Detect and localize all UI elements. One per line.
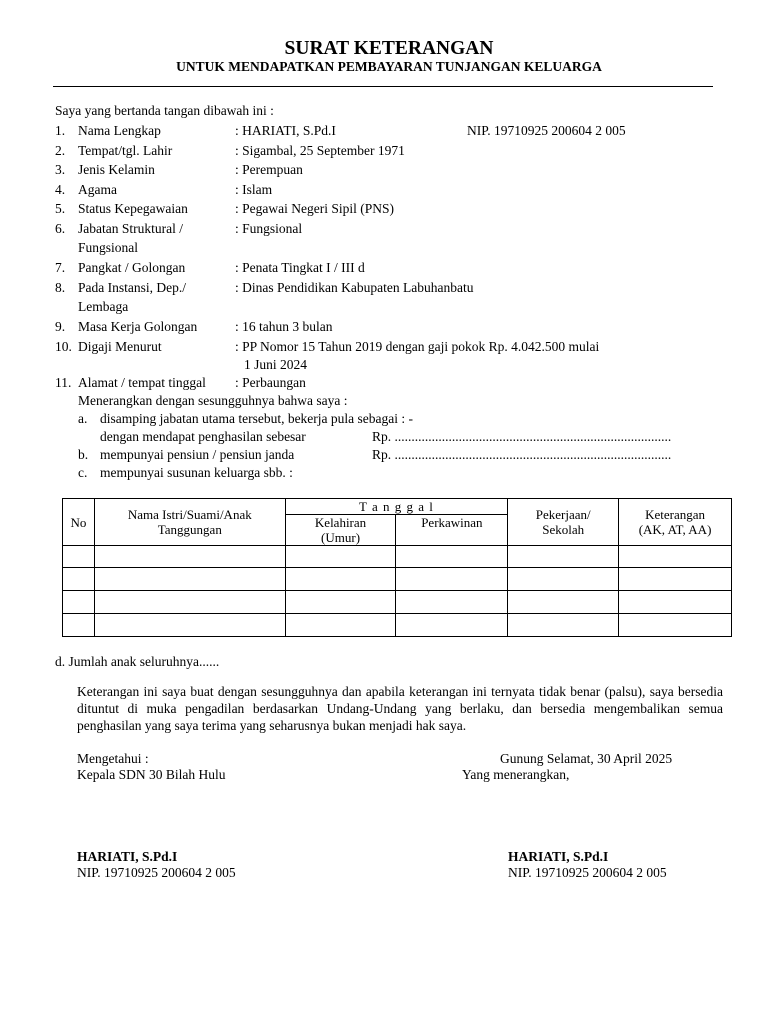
field-value-continued: 1 Juni 2024	[244, 357, 308, 372]
field-number: 8.	[55, 280, 66, 295]
field-label-continued: Lembaga	[78, 299, 129, 314]
declaration-c-marker: c.	[78, 465, 88, 480]
table-cell	[396, 546, 508, 568]
family-table	[62, 498, 732, 637]
intro-text: Saya yang bertanda tangan dibawah ini :	[55, 103, 274, 118]
table-cell	[94, 568, 285, 591]
table-cell	[508, 591, 619, 614]
table-cell	[285, 591, 396, 614]
declaration-b-value: Rp. ..................................................................................	[372, 447, 672, 462]
declaration-b-marker: b.	[78, 447, 89, 462]
field-row-status	[55, 200, 725, 217]
header-note	[619, 499, 732, 546]
field-number: 3.	[55, 162, 66, 177]
statement-paragraph: Keterangan ini saya buat dengan sesungguhnya dan apabila keterangan ini ternyata tidak benar (palsu), saya bersedia dituntut di muka pengadilan berdasarkan Undang-Undang yang berlaku, dan bersedia mengembalikan semua penghasilan yang saya terima yang seharusnya bukan menjadi hak saya.	[77, 684, 723, 733]
table-cell	[508, 614, 619, 637]
field-label-continued: Fungsional	[78, 240, 139, 255]
table-cell	[285, 614, 396, 637]
field-row-tenure	[55, 318, 725, 335]
declaration-intro: Menerangkan dengan sesungguhnya bahwa saya :	[78, 393, 348, 408]
table-cell	[619, 591, 732, 614]
field-value: : Islam	[235, 182, 273, 197]
field-label: Jenis Kelamin	[78, 162, 155, 177]
field-value: : Sigambal, 25 September 1971	[235, 143, 405, 158]
header-job	[508, 499, 619, 546]
table-cell	[396, 568, 508, 591]
table-cell	[285, 546, 396, 568]
field-row-salary	[55, 338, 725, 372]
field-value: : 16 tahun 3 bulan	[235, 319, 333, 334]
table-cell	[508, 546, 619, 568]
table-cell	[94, 546, 285, 568]
header-birth-line2: (Umur)	[321, 530, 361, 545]
sign-left-label: Mengetahui :	[77, 751, 149, 766]
header-no: No	[63, 499, 95, 546]
sign-left-title: Kepala SDN 30 Bilah Hulu	[77, 767, 226, 782]
field-value: : Penata Tingkat I / III d	[235, 260, 365, 275]
table-cell	[63, 591, 95, 614]
table-row	[63, 591, 732, 614]
declaration-c-text: mempunyai susunan keluarga sbb. :	[100, 465, 293, 480]
field-row-religion	[55, 181, 725, 198]
declaration-a-marker: a.	[78, 411, 88, 426]
children-count: d. Jumlah anak seluruhnya......	[55, 654, 220, 669]
header-job-line2: Sekolah	[542, 522, 585, 537]
field-label: Digaji Menurut	[78, 339, 162, 354]
header-marriage: Perkawinan	[396, 515, 508, 546]
table-cell	[396, 614, 508, 637]
field-row-gender	[55, 161, 725, 178]
header-name	[94, 499, 285, 546]
field-row-birth	[55, 142, 725, 159]
declaration-a-text: disamping jabatan utama tersebut, bekerja pula sebagai : -	[100, 411, 414, 426]
table-cell	[63, 614, 95, 637]
document-title: SURAT KETERANGAN	[284, 38, 494, 59]
field-number: 5.	[55, 201, 66, 216]
sign-right-title: Yang menerangkan,	[462, 767, 570, 782]
field-label: Pada Instansi, Dep./	[78, 280, 186, 295]
field-value: : Perbaungan	[235, 375, 306, 390]
field-label: Pangkat / Golongan	[78, 260, 186, 275]
field-row-position	[55, 220, 725, 255]
table-cell	[619, 568, 732, 591]
table-cell	[396, 591, 508, 614]
field-label: Status Kepegawaian	[78, 201, 188, 216]
field-label: Nama Lengkap	[78, 123, 161, 138]
field-row-agency	[55, 279, 725, 314]
field-row-name	[55, 122, 725, 139]
header-name-line2: Tanggungan	[157, 522, 222, 537]
field-label: Agama	[78, 182, 117, 197]
table-cell	[285, 568, 396, 591]
header-birth-line1: Kelahiran	[314, 515, 367, 530]
field-label: Alamat / tempat tinggal	[78, 375, 206, 390]
field-value: : HARIATI, S.Pd.I	[235, 123, 336, 138]
field-nip: NIP. 19710925 200604 2 005	[467, 123, 626, 138]
sign-place-date: Gunung Selamat, 30 April 2025	[500, 751, 673, 766]
table-cell	[94, 614, 285, 637]
field-number: 1.	[55, 123, 66, 138]
table-cell	[508, 568, 619, 591]
header-birth	[285, 515, 396, 546]
field-number: 2.	[55, 143, 66, 158]
field-number: 11.	[55, 375, 72, 390]
field-row-address	[55, 374, 725, 391]
field-number: 7.	[55, 260, 66, 275]
table-cell	[619, 614, 732, 637]
sign-left-nip: NIP. 19710925 200604 2 005	[77, 865, 236, 880]
header-note-line2: (AK, AT, AA)	[638, 522, 712, 537]
table-cell	[619, 546, 732, 568]
table-row	[63, 568, 732, 591]
field-label: Tempat/tgl. Lahir	[78, 143, 173, 158]
field-row-rank	[55, 259, 725, 276]
field-label: Jabatan Struktural /	[78, 221, 183, 236]
sign-right-nip: NIP. 19710925 200604 2 005	[508, 865, 667, 880]
table-cell	[94, 591, 285, 614]
header-divider	[53, 86, 713, 87]
field-number: 4.	[55, 182, 66, 197]
header-job-line1: Pekerjaan/	[535, 507, 591, 522]
document-subtitle: UNTUK MENDAPATKAN PEMBAYARAN TUNJANGAN KELUARGA	[176, 59, 602, 74]
field-number: 9.	[55, 319, 66, 334]
table-cell	[63, 546, 95, 568]
table-header-row	[63, 499, 732, 515]
sign-right-name: HARIATI, S.Pd.I	[508, 849, 609, 864]
declaration-a-income-label: dengan mendapat penghasilan sebesar	[100, 429, 306, 444]
sign-left-name: HARIATI, S.Pd.I	[77, 849, 178, 864]
field-number: 6.	[55, 221, 66, 236]
table-row	[63, 546, 732, 568]
header-date: T a n g g a l	[285, 499, 508, 515]
field-label: Masa Kerja Golongan	[78, 319, 198, 334]
field-value: : Fungsional	[235, 221, 303, 236]
field-value: : Pegawai Negeri Sipil (PNS)	[235, 201, 394, 216]
table-cell	[63, 568, 95, 591]
declaration-a-income-value: Rp. ..................................................................................	[372, 429, 672, 444]
header-name-line1: Nama Istri/Suami/Anak	[127, 507, 252, 522]
field-number: 10.	[55, 339, 72, 354]
header-note-line1: Keterangan	[645, 507, 706, 522]
table-row	[63, 614, 732, 637]
field-value: : Perempuan	[235, 162, 303, 177]
declaration-b-text: mempunyai pensiun / pensiun janda	[100, 447, 295, 462]
field-value: : PP Nomor 15 Tahun 2019 dengan gaji pokok Rp. 4.042.500 mulai	[235, 339, 600, 354]
field-value: : Dinas Pendidikan Kabupaten Labuhanbatu	[235, 280, 474, 295]
